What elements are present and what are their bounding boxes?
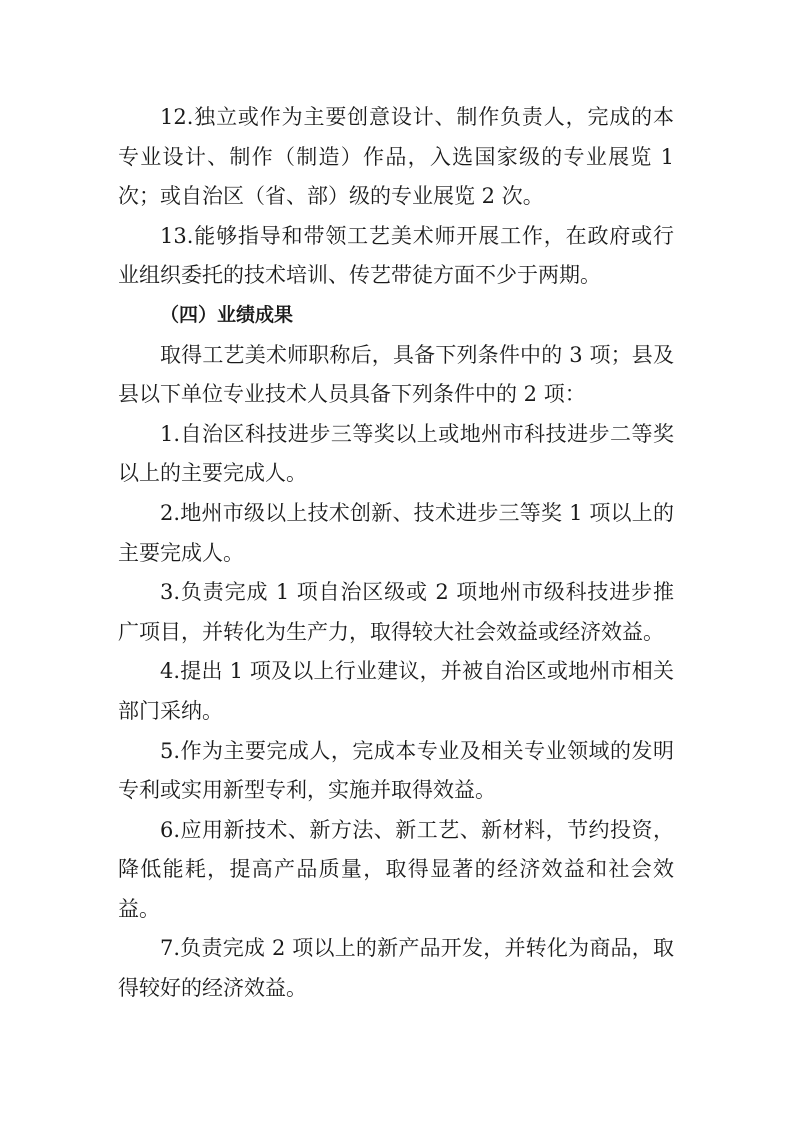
achievement-item: 6.应用新技术、新方法、新工艺、新材料，节约投资，降低能耗，提高产品质量，取得显著的经济效益和社会效益。 <box>118 817 674 921</box>
achievement-item: 1.自治区科技进步三等奖以上或地州市科技进步二等奖以上的主要完成人。 <box>118 421 674 486</box>
achievement-item: 2.地州市级以上技术创新、技术进步三等奖 1 项以上的主要完成人。 <box>118 500 674 565</box>
section-heading: （四）业绩成果 <box>160 303 294 326</box>
section-intro: 取得工艺美术师职称后，具备下列条件中的 3 项；县及县以下单位专业技术人员具备下列条件中的 2 项： <box>118 342 674 407</box>
achievement-item: 7.负责完成 2 项以上的新产品开发，并转化为商品，取得较好的经济效益。 <box>118 936 674 1001</box>
achievement-item: 4.提出 1 项及以上行业建议，并被自治区或地州市相关部门采纳。 <box>118 659 674 723</box>
paragraph-item-13: 13.能够指导和带领工艺美术师开展工作，在政府或行业组织委托的技术培训、传艺带徒方面不少于两期。 <box>118 223 674 288</box>
document-body <box>118 98 674 1009</box>
achievement-item: 3.负责完成 1 项自治区级或 2 项地州市级科技进步推广项目，并转化为生产力，取得较大社会效益或经济效益。 <box>118 580 674 644</box>
achievement-item: 5.作为主要完成人，完成本专业及相关专业领域的发明专利或实用新型专利，实施并取得效益。 <box>118 738 674 803</box>
paragraph-item-12: 12.独立或作为主要创意设计、制作负责人，完成的本专业设计、制作（制造）作品，入选国家级的专业展览 1 次；或自治区（省、部）级的专业展览 2 次。 <box>118 105 674 209</box>
